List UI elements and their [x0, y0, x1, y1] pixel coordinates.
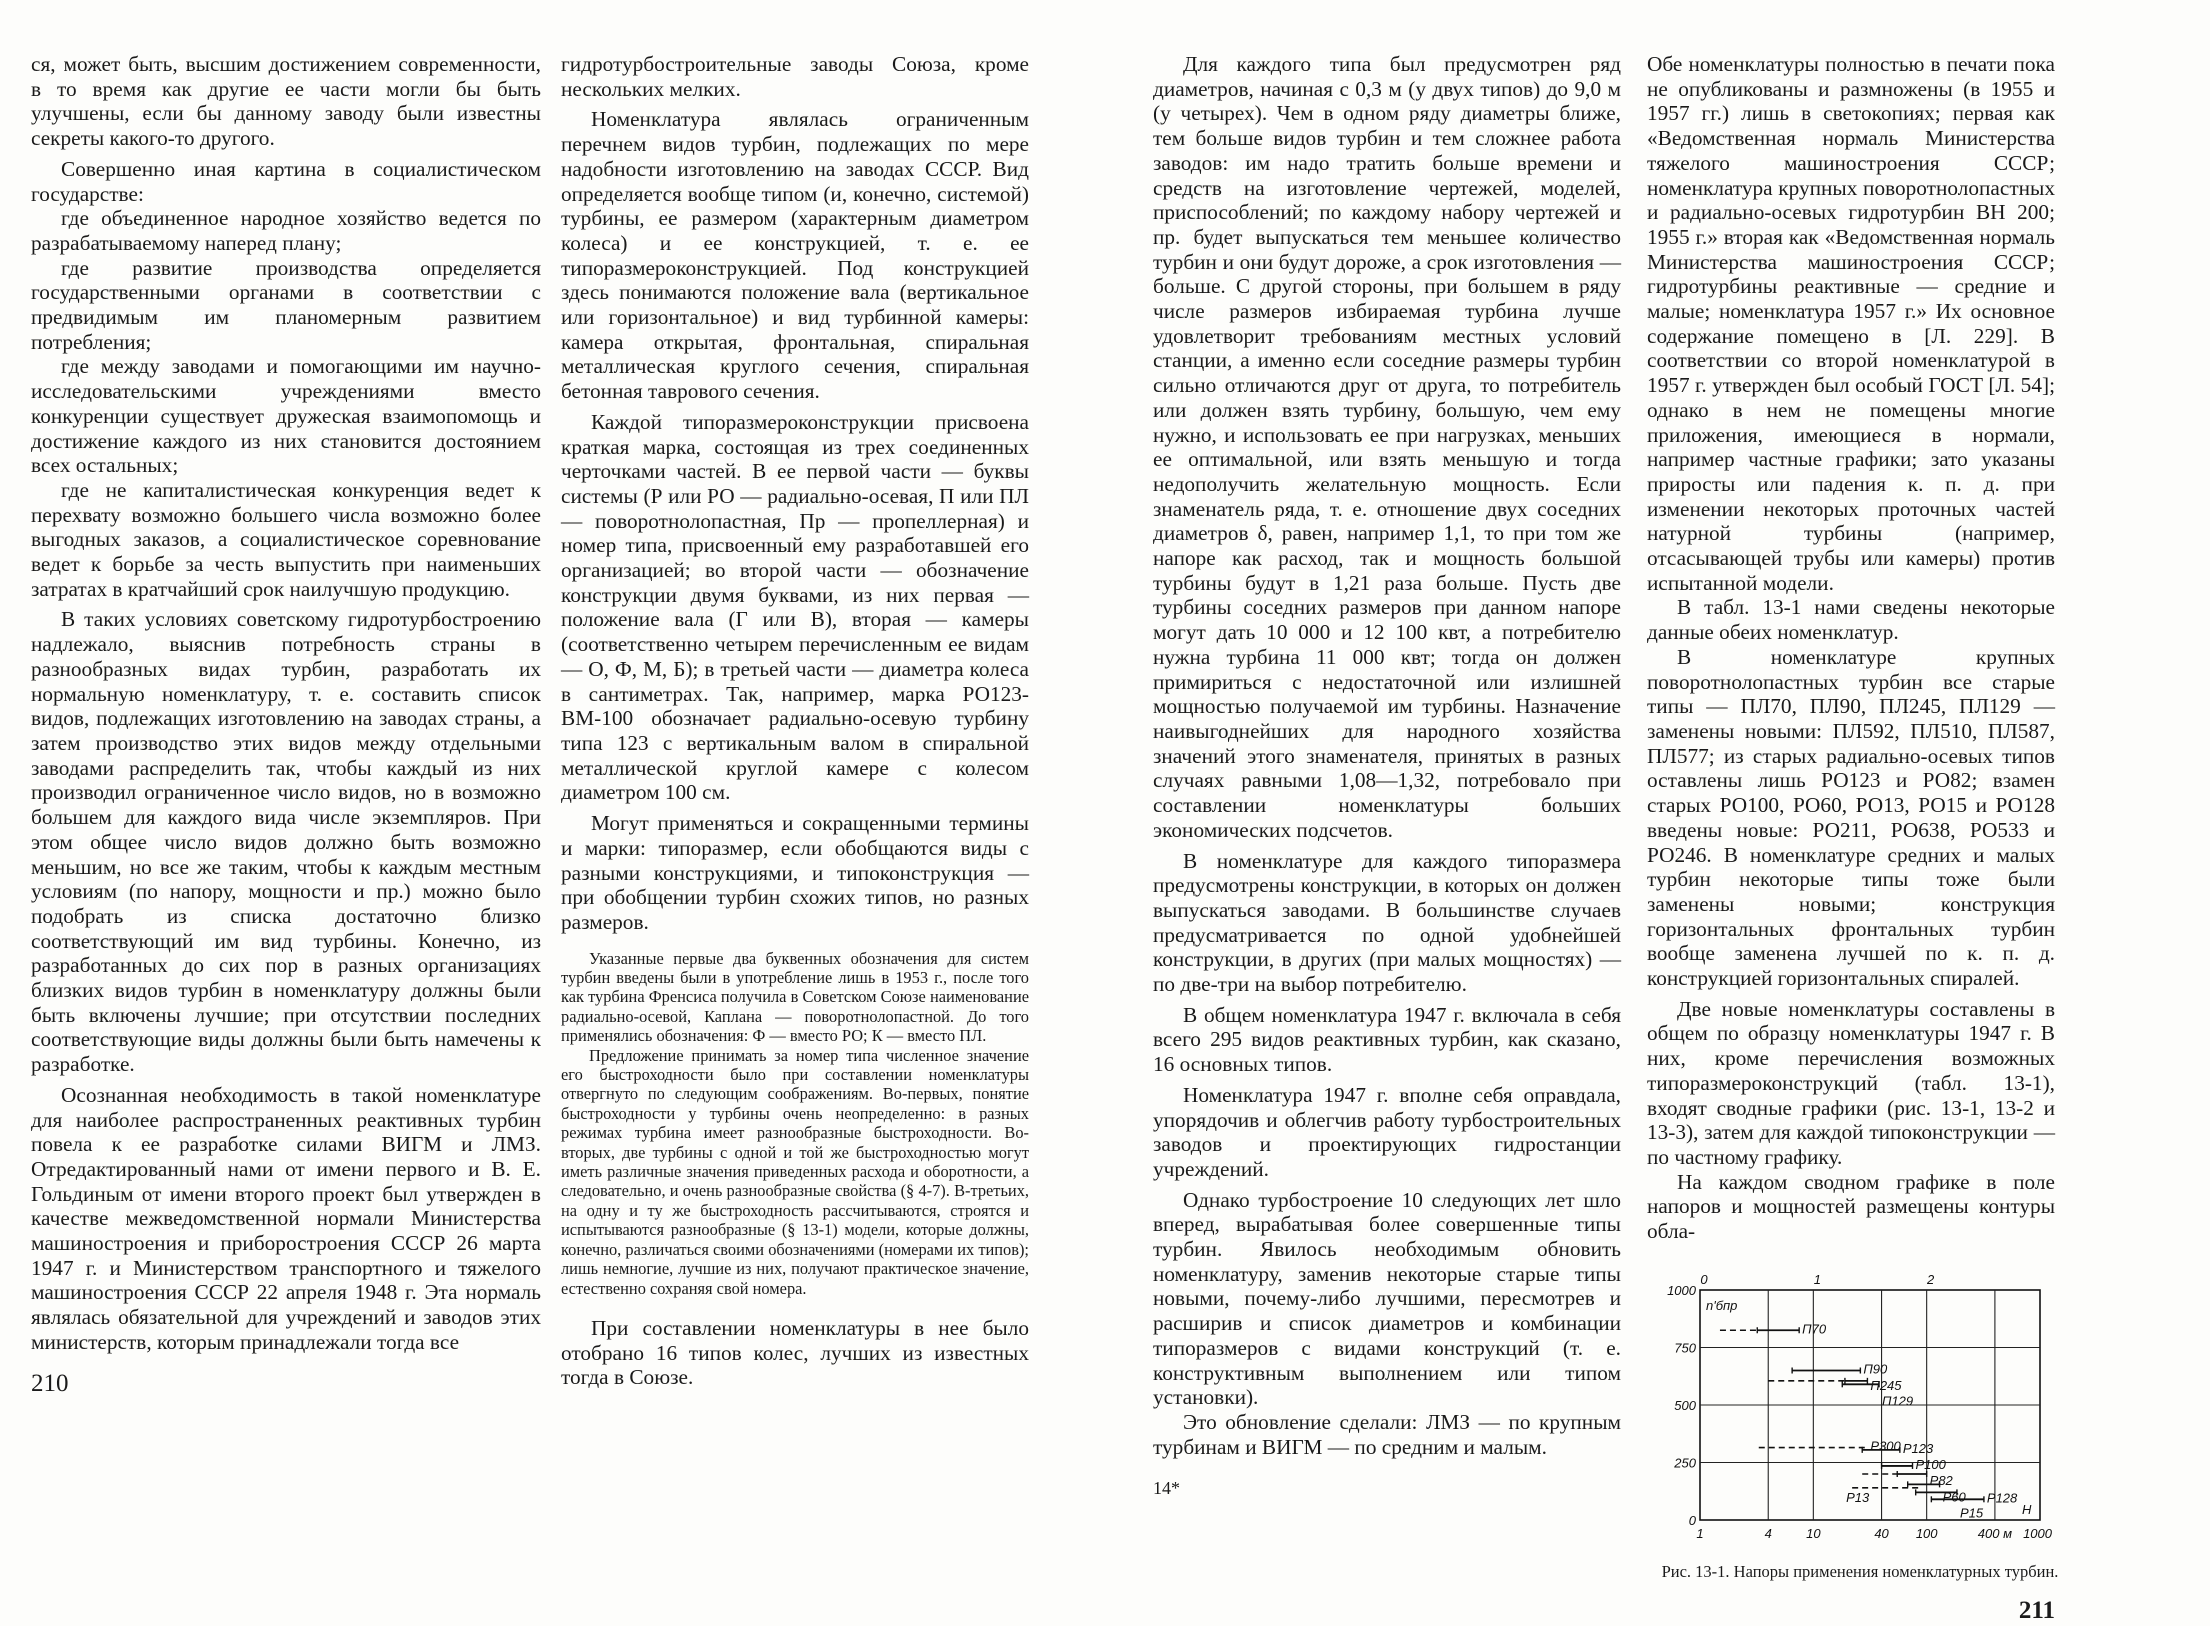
y-tick-label: 750 [1674, 1340, 1696, 1356]
x-tick-label: 1000 [2023, 1525, 2052, 1541]
footnote: Указанные первые два буквенных обозначения для систем турбин введены были в употребление лишь в 1953 г., после того как турбина Френсиса получила в Советском Союзе наименование радиально-осевой, Каплана — поворотнолопастной. До того применялись обозначения: Ф — вместо РО; К — вместо ПЛ. [561, 948, 1029, 1046]
paragraph: Совершенно иная картина в социалистическом государстве: [31, 156, 541, 206]
footnote: Предложение принимать за номер типа численное значение его быстроходности было при составлении номенклатуры отвергнуто по следующим соображениям. Во-первых, понятие быстроходности у турбины очень неопределенно: в разных режимах турбина имеет разнообразные быстроходности. Во-вторых, две турбины с одной и той же быстроходностью могут иметь различные значения приведенных расхода и оборотности, а следовательно, и очень разнообразные свойства (§ 4-7). В-третьих, на одну и ту же быстроходность рассчитываются, строятся и испытываются разнообразные (§ 13-1) модели, которые должны, конечно, различаться своими обозначениями (номерами их типов); лишь немногие, лучшие из них, получают практическое значение, естественно сохраняя свой номера. [561, 1045, 1029, 1298]
paragraph: В общем номенклатура 1947 г. включала в себя всего 295 видов реактивных турбин, как сказано, 16 основных типов. [1153, 1002, 1621, 1077]
paragraph: В таких условиях советскому гидротурбостроению надлежало, выяснив потребность страны в разнообразных видах турбин, разработать их нормальную номенклатуру, т. е. составить список видов, подлежащих изготовлению на заводах страны, а затем производство этих видов между отдельными заводами распределить так, чтобы каждый из них производил ограниченное число видов, но в возможно большем для каждого вида числе экземпляров. При этом общее число видов должно быть возможно меньшим, но все же таким, чтобы к каждым местным условиям (по напору, мощности и пр.) можно было подобрать из списка достаточно близко соответствующий им вид турбины. Конечно, из разработанных до сих пор в разных организациях близких видов турбин в номенклатуру должны были быть включены лучшие; при отсутствии последних соответствующие виды должны были быть намечены к разработке. [31, 607, 541, 1077]
top-tick-label: 2 [1927, 1271, 1935, 1287]
series-label: Р13 [1846, 1489, 1870, 1505]
paragraph: Номенклатура являлась ограниченным перечнем видов турбин, подлежащих по мере надобности изготовлению на заводах СССР. Вид определяется вообще типом (и, конечно, системой) турбины, ее размером (характерным диаметром колеса) и ее конструкцией, т. е. ее типоразмероконструкцией. Под конструкцией здесь понимаются положение вала (вертикальное или горизонтальное) и вид турбинной камеры: камера открытая, фронтальная, спиральная металлическая круглого сечения, спиральная бетонная таврового сечения. [561, 107, 1029, 404]
paragraph: Это обновление сделали: ЛМЗ — по крупным турбинам и ВИГМ — по средним и малым. [1153, 1409, 1621, 1459]
paragraph: где объединенное народное хозяйство ведется по разрабатываемому наперед плану; [31, 206, 541, 255]
paragraph: При составлении номенклатуры в нее было отобрано 16 типов колес, лучших из известных тогда в Союзе. [561, 1315, 1029, 1390]
paragraph: гидротурбостроительные заводы Союза, кроме нескольких мелких. [561, 52, 1029, 101]
paragraph: В табл. 13-1 нами сведены некоторые данные обеих номенклатур. [1647, 595, 2055, 645]
figure-caption: Рис. 13-1. Напоры применения номенклатурных турбин. [1661, 1561, 2059, 1581]
x-tick-label: 10 [1806, 1525, 1821, 1541]
paragraph: В номенклатуре для каждого типоразмера предусмотрены конструкции, в которых он должен выпускаться заводами. В большинстве случаев предусматривается по одной удобнейшей конструкции, в других (при малых мощностях) — по две-три на выбор потребителю. [1153, 848, 1621, 997]
paragraph: Для каждого типа был предусмотрен ряд диаметров, начиная с 0,3 м (у двух типов) до 9,0 м (у четырех). Чем в одном ряду диаметры ближе, тем больше видов турбин и тем сложнее работа заводов: им надо тратить больше времени и средств на изготовление чертежей, моделей, приспособлений; по каждому набору чертежей и пр. будет выпускаться тем меньшее количество турбин и они будут дороже, а срок изготовления — больше. С другой стороны, при большем в ряду числе размеров избираемая турбина лучше удовлетворит требованиям местных условий станции, а именно если соседние размеры турбин сильно отличаются друг от друга, то потребитель или должен взять турбину, большую, чем ему нужно, и использовать ее при нагрузках, меньших ее оптимальной, или взять меньшую и тогда недополучить желательную мощность. Если знаменатель ряда, т. е. отношение двух соседних диаметров δ, равен, например 1,1, то при том же напоре как расход, так и мощность большой турбины будут в 1,21 раза больше. Пусть две турбины соседних размеров при данном напоре могут дать 10 000 и 12 100 квт, а потребителю нужна турбина 11 000 квт; тогда он должен примириться с недостаточной или излишней мощностью получаемой им турбины. Назначение наивыгоднейших для народного хозяйства значений этого знаменателя, принятых в разных случаях равными 1,08—1,32, потребовало при составлении номенклатуры больших экономических подсчетов. [1153, 52, 1621, 842]
x-tick-label: 400 м [1977, 1525, 2013, 1541]
series-label: П90 [1863, 1361, 1888, 1377]
right-page-column-1 [1153, 52, 1621, 1503]
paragraph: Обе номенклатуры полностью в печати пока не опубликованы и размножены (в 1955 и 1957 гг.) лишь в светокопиях; первая как «Ведомственная нормаль Министерства тяжелого машиностроения СССР; номенклатура крупных поворотнолопастных и радиально-осевых гидротурбин ВН 200; 1955 г.» вторая как «Ведомственная нормаль Министерства машиностроения СССР; гидротурбины реактивные — средние и малые; номенклатура 1957 г.» Их основное содержание помещено в [Л. 229]. В соответствии со второй номенклатурой в 1957 г. утвержден был особый ГОСТ [Л. 54]; однако в нем не помещены многие приложения, имеющиеся в нормали, например частные графики; зато указаны приросты или падения к. п. д. при изменении некоторых проточных частей натурной турбины (например, отсасывающей трубы или камеры) против испытанной модели. [1647, 52, 2055, 595]
series-label: Р15 [1959, 1505, 1984, 1521]
paragraph: Две новые номенклатуры составлены в общем по образцу номенклатуры 1947 г. В них, кроме перечисления возможных типоразмероконструкций (табл. 13-1), входят сводные графики (рис. 13-1, 13-2 и 13-3), затем для каждой типоконструкции — по частному графику. [1647, 996, 2055, 1169]
page-number-left: 210 [31, 1369, 69, 1397]
y-tick-label: 1000 [1667, 1282, 1696, 1298]
series-label: П245 [1870, 1377, 1902, 1393]
paragraph: В номенклатуре крупных поворотнолопастных турбин все старые типы — ПЛ70, ПЛ90, ПЛ245, ПЛ129 — заменены новыми: ПЛ592, ПЛ510, ПЛ587, ПЛ577; из старых радиально-осевых типов оставлены лишь РО123 и РО82; взамен старых РО100, РО60, РО13, РО15 и РО128 введены новые: РО211, РО638, РО533 и РО246. В номенклатуре средних и малых турбин некоторые типы тоже были заменены новыми; конструкция горизонтальных фронтальных турбин вообще заменена лучшей по к. п. д. конструкцией горизонтальных спиралей. [1647, 644, 2055, 991]
series-label: Р82 [1929, 1472, 1953, 1488]
paragraph: ся, может быть, высшим достижением современности, в то время как другие ее части могли бы быть улучшены, если бы данному заводу были известны секреты какого-то другого. [31, 52, 541, 151]
paragraph: где между заводами и помогающими им научно-исследовательскими учреждениями вместо конкуренции существует дружеская взаимопомощь и достижение каждого из них становится достоянием всех остальных; [31, 354, 541, 478]
paragraph: На каждом сводном графике в поле напоров и мощностей размещены контуры обла- [1647, 1169, 2055, 1244]
series-label: Р100 [1915, 1456, 1946, 1472]
paragraph: где развитие производства определяется государственными органами в соответствии с предвидимым им планомерным развитием потребления; [31, 255, 541, 354]
y-tick-label: 250 [1674, 1455, 1696, 1471]
paragraph: Номенклатура 1947 г. вполне себя оправдала, упорядочив и облегчив работу турбостроительных заводов и проектирующих гидростанции учреждений. [1153, 1082, 1621, 1181]
x-tick-label: 1 [1696, 1525, 1704, 1541]
paragraph: Каждой типоразмероконструкции присвоена краткая марка, состоящая из трех соединенных черточками частей. В ее первой части — буквы системы (Р или РО — радиально-осевая, П или ПЛ — поворотнолопастная, Пр — пропеллерная) и номер типа, присвоенный ему разработавшей его организацией; во второй части — обозначение конструкции двумя буквами, из них первая — положение вала (Г или В), вторая — камеры (соответственно четырем перечисленным ее видам — О, Ф, М, Б); в третьей части — диаметра колеса в сантиметрах. Так, например, марка РО123-ВМ-100 обозначает радиально-осевую турбину типа 123 с вертикальным валом в спиральной металлической круглой камере с колесом диаметром 100 см. [561, 409, 1029, 805]
paragraph: Однако турбостроение 10 следующих лет шло вперед, вырабатывая более совершенные типы турбин. Явилось необходимым обновить номенклатуру, заменив некоторые старые типы новыми, почему-либо лучшими, пересмотрев и расширив и список диаметров и комбинации типоразмеров с видами конструкций (т. е. конструктивным выполнением или типом установки). [1153, 1187, 1621, 1410]
x-tick-label: 4 [1764, 1525, 1772, 1541]
y-tick-label: 500 [1674, 1397, 1696, 1413]
paragraph: Могут применяться и сокращенными термины и марки: типоразмер, если обобщаются виды с разными конструкциями, и типоконструкция — при обобщении турбин схожих типов, но разных размеров. [561, 811, 1029, 934]
x-tick-label: 100 [1915, 1525, 1938, 1541]
left-page-column-1 [31, 52, 541, 1399]
series-label: Р123 [1902, 1440, 1934, 1456]
signature-mark: 14* [1153, 1478, 1180, 1499]
right-page-column-2 [1647, 52, 2059, 1626]
x-tick-label: 40 [1874, 1525, 1889, 1541]
paragraph: Осознанная необходимость в такой номенклатуре для наиболее распространенных реактивных турбин повела к ее разработке силами ВИГМ и ЛМЗ. Отредактированный нами от имени первого и В. Е. Гольдиным от имени второго проект был утвержден в качестве межведомственной нормали Министерства машиностроения и приборостроения СССР 26 марта 1947 г. и Министерством транспортного и тяжелого машиностроения СССР 22 апреля 1948 г. Эта нормаль являлась обязательной для учреждений и заводов этих министерств, которым принадлежали тогда все [31, 1082, 541, 1354]
page-number-right: 211 [2018, 1596, 2055, 1624]
x-axis-label: H [2022, 1501, 2032, 1517]
series-label: Р128 [1986, 1490, 2018, 1506]
series-label: Р300 [1870, 1438, 1901, 1454]
figure-13-1 [1640, 1258, 2080, 1582]
top-tick-label: 1 [1813, 1271, 1821, 1287]
left-page-column-2 [561, 52, 1029, 1390]
top-tick-label: 0 [1700, 1271, 1708, 1287]
figure-13-1-chart [1640, 1258, 2080, 1558]
paragraph: где не капиталистическая конкуренция ведет к перехвату возможно большего числа возможно более выгодных заказов, а социалистическое соревнование ведет к борьбе за честь выпустить при наименьших затратах в кратчайший срок наилучшую продукцию. [31, 477, 541, 601]
series-label: П129 [1882, 1393, 1914, 1409]
series-label: П70 [1802, 1321, 1827, 1336]
y-tick-label: 0 [1688, 1512, 1696, 1528]
y-axis-label: n'бпр [1706, 1297, 1738, 1313]
series-label: Р60 [1942, 1489, 1966, 1505]
